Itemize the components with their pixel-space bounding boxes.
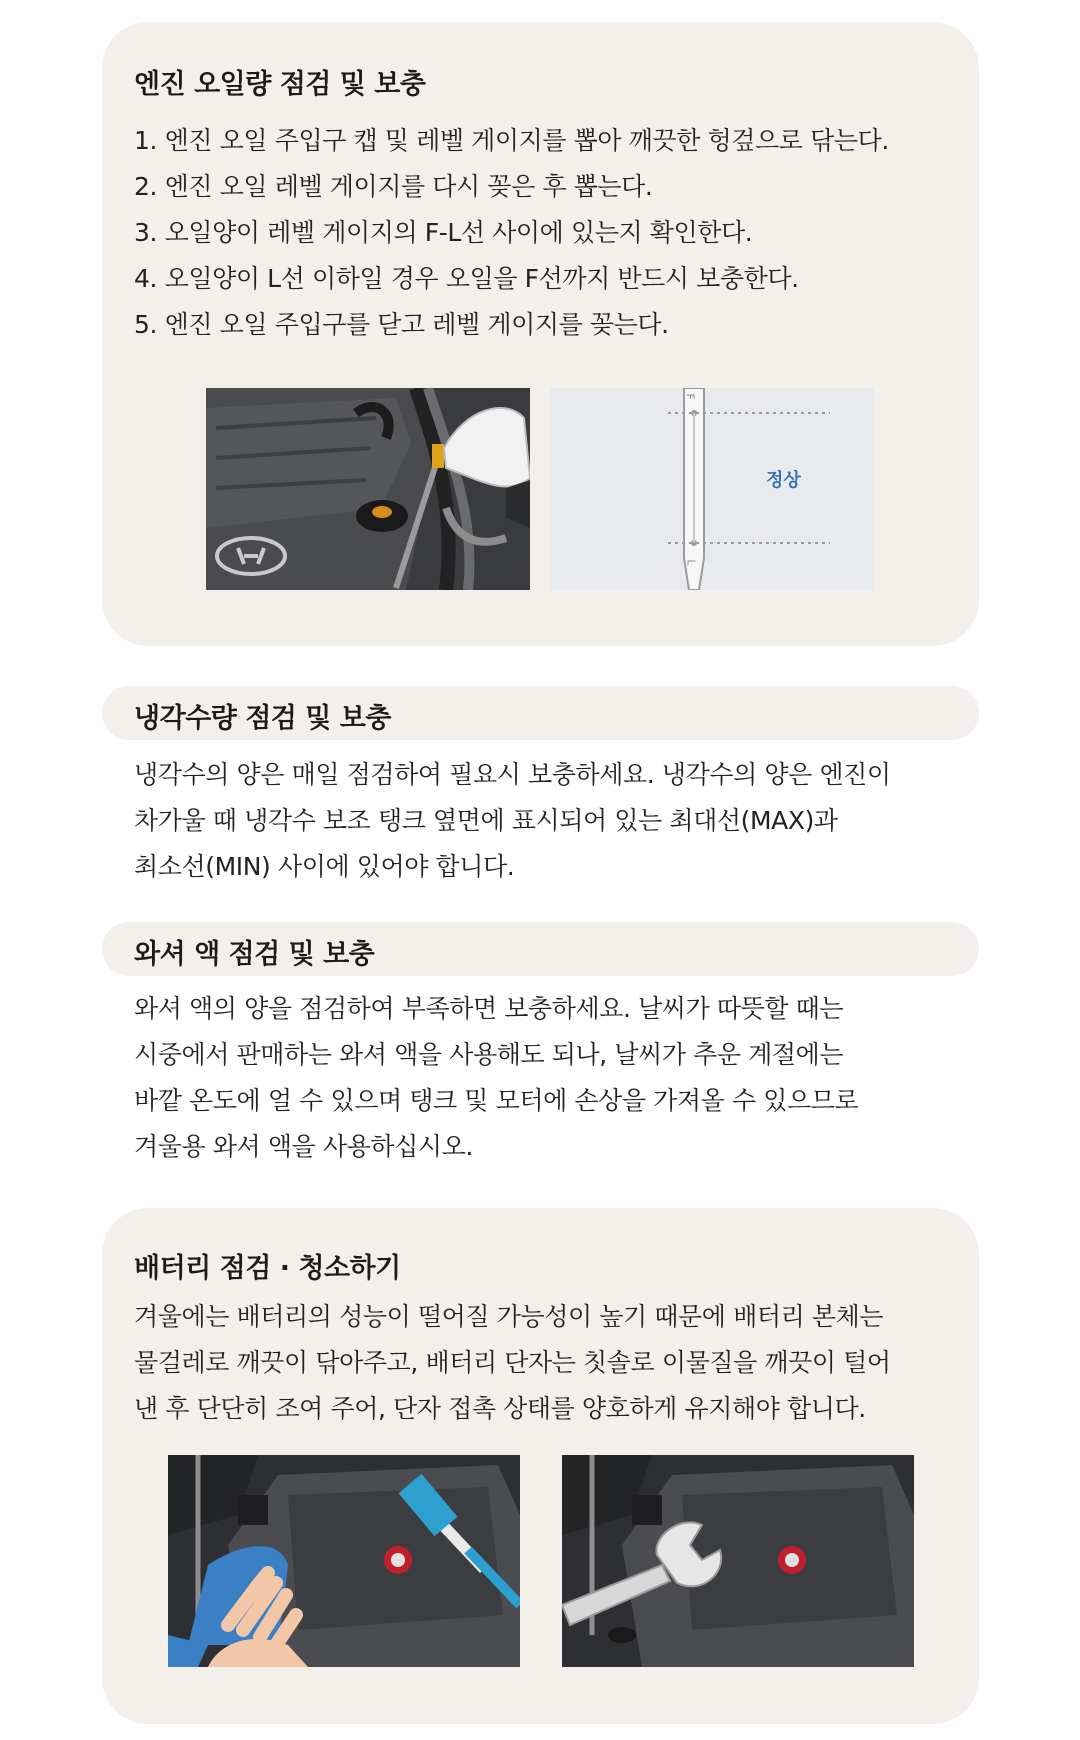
engine-oil-steps xyxy=(134,118,964,348)
gauge-top-mark: F xyxy=(683,393,697,400)
battery-text xyxy=(134,1294,964,1432)
text-line: 와셔 액의 양을 점검하여 부족하면 보충하세요. 날씨가 따뜻할 때는 xyxy=(134,994,844,1023)
battery-cleaning-illustration xyxy=(168,1455,520,1667)
text-line: 냉각수의 양은 매일 점검하여 필요시 보충하세요. 냉각수의 양은 엔진이 xyxy=(134,760,891,789)
coolant-text xyxy=(134,752,964,890)
battery-terminal-illustration xyxy=(562,1455,914,1667)
battery-title: 배터리 점검 · 청소하기 xyxy=(134,1253,401,1284)
step-item: 5. 엔진 오일 주입구를 닫고 레벨 게이지를 꽂는다. xyxy=(134,310,669,339)
engine-bay-illustration xyxy=(206,388,530,590)
oil-gauge-illustration xyxy=(550,388,874,590)
coolant-title: 냉각수량 점검 및 보충 xyxy=(134,703,391,734)
washer-text xyxy=(134,986,964,1170)
text-line: 차가울 때 냉각수 보조 탱크 옆면에 표시되어 있는 최대선(MAX)과 xyxy=(134,806,838,835)
text-line: 겨울에는 배터리의 성능이 떨어질 가능성이 높기 때문에 배터리 본체는 xyxy=(134,1302,884,1331)
gauge-bottom-mark: L xyxy=(684,559,698,566)
text-line: 물걸레로 깨끗이 닦아주고, 배터리 단자는 칫솔로 이물질을 깨끗이 털어 xyxy=(134,1348,891,1377)
washer-title: 와셔 액 점검 및 보충 xyxy=(134,939,375,970)
step-item: 3. 오일양이 레벨 게이지의 F-L선 사이에 있는지 확인한다. xyxy=(134,218,753,247)
engine-oil-title: 엔진 오일량 점검 및 보충 xyxy=(134,69,426,100)
step-item: 4. 오일양이 L선 이하일 경우 오일을 F선까지 반드시 보충한다. xyxy=(134,264,799,293)
text-line: 낸 후 단단히 조여 주어, 단자 접촉 상태를 양호하게 유지해야 합니다. xyxy=(134,1394,866,1423)
text-line: 최소선(MIN) 사이에 있어야 합니다. xyxy=(134,852,515,881)
step-item: 2. 엔진 오일 레벨 게이지를 다시 꽂은 후 뽑는다. xyxy=(134,172,653,201)
text-line: 바깥 온도에 얼 수 있으며 탱크 및 모터에 손상을 가져올 수 있으므로 xyxy=(134,1086,859,1115)
gauge-normal-label: 정상 xyxy=(766,470,801,491)
text-line: 겨울용 와셔 액을 사용하십시오. xyxy=(134,1132,473,1161)
step-item: 1. 엔진 오일 주입구 캡 및 레벨 게이지를 뽑아 깨끗한 헝겊으로 닦는다. xyxy=(134,126,889,155)
text-line: 시중에서 판매하는 와셔 액을 사용해도 되나, 날씨가 추운 계절에는 xyxy=(134,1040,844,1069)
